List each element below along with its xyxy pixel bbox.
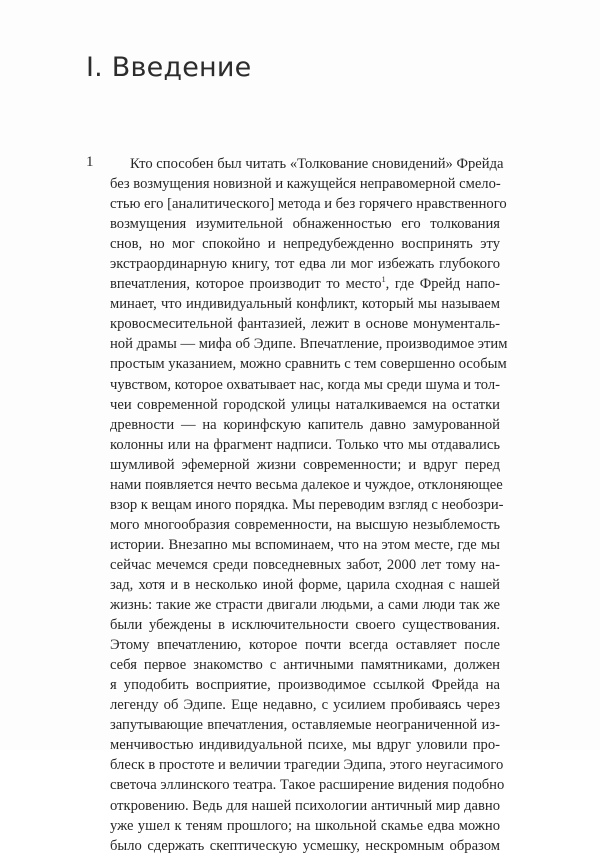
text-line: колонны или на фрагмент надписи. Только что мы отдавались xyxy=(110,436,500,453)
text-line: чувством, которое охватывает нас, когда мы среди шума и тол- xyxy=(110,376,501,393)
text-line: мого многообразия современности, на высшую незыблемость xyxy=(110,516,500,533)
text-line: Кто способен был читать «Толкование сновидений» Фрейда xyxy=(130,156,504,172)
text-line: без возмущения новизной и кажущейся неправомерной смело- xyxy=(110,176,501,193)
text-line: взор к вещам иного порядка. Мы переводим взгляд с необозри- xyxy=(110,496,504,513)
text-line: Этому впечатлению, которое почти всегда оставляет после xyxy=(110,637,500,654)
text-line: древности — на коринфскую капитель давно замурованной xyxy=(110,416,500,433)
text-line: кровосмесительной фантазией, лежит в основе монументаль- xyxy=(110,316,500,333)
text-line: шумливой эфемерной жизни современности; и вдруг перед xyxy=(110,456,500,473)
text-line: себя первое знакомство с античными памятниками, должен xyxy=(110,657,500,674)
text-line: откровению. Ведь для нашей психологии античный мир давно xyxy=(110,797,500,814)
text-fragment: , где Фрейд напо- xyxy=(385,276,500,293)
text-line: светоча эллинского театра. Такое расширение видения подобно xyxy=(110,777,505,794)
text-line: экстраординарную книгу, тот едва ли мог избежать глубокого xyxy=(110,256,500,273)
paragraph-body xyxy=(110,154,508,856)
text-line: минает, что индивидуальный конфликт, который мы называем xyxy=(110,296,500,313)
text-line: менчивостью индивидуальной психе, мы вдруг уловили про- xyxy=(110,737,500,754)
text-line: простым указанием, можно сравнить с тем совершенно особым xyxy=(110,356,507,373)
text-line: легенду об Эдипе. Еще недавно, с усилием пробиваясь через xyxy=(110,697,500,714)
text-line: было сдержать скептическую усмешку, нескромным образом xyxy=(110,837,500,854)
text-line: истории. Внезапно мы вспоминаем, что на этом месте, где мы xyxy=(110,536,500,553)
text-line: блеск в простоте и величии трагедии Эдипа, этого неугасимого xyxy=(110,757,504,774)
text-line-with-footnote xyxy=(110,274,500,294)
text-line: чеи современной городской улицы наталкиваемся на остатки xyxy=(110,396,500,413)
text-line: я уподобить восприятие, производимое ссылкой Фрейда на xyxy=(110,677,500,694)
text-line: жизнь: такие же страсти двигали людьми, а сами люди так же xyxy=(110,597,500,614)
text-line: зад, хотя и в несколько иной форме, царила сходная с нашей xyxy=(110,576,500,593)
text-line: нами появляется нечто весьма далекое и чуждое, отклоняющее xyxy=(110,476,503,493)
text-line: запутывающие впечатления, оставляемые неограниченной из- xyxy=(110,717,500,734)
text-line: возмущения изумительной обнаженностью его толкования xyxy=(110,216,500,233)
text-line: уже ушел к теням прошлого; на школьной скамье едва можно xyxy=(110,817,500,834)
paragraph-number: 1 xyxy=(86,154,94,170)
text-line: стью его [аналитического] метода и без горячего нравственного xyxy=(110,196,507,213)
text-line: ной драмы — мифа об Эдипе. Впечатление, производимое этим xyxy=(110,336,508,353)
footnote-reference[interactable]: 1 xyxy=(381,275,386,285)
text-line: сейчас мечемся среди повседневных забот, 2000 лет тому на- xyxy=(110,556,500,573)
text-fragment: впечатления, которое производит то место xyxy=(110,276,382,293)
chapter-title: I. Введение xyxy=(86,52,252,83)
text-line: снов, но мог спокойно и непредубежденно воспринять эту xyxy=(110,236,500,253)
text-line: были убеждены в исключительности своего существования. xyxy=(110,617,500,634)
